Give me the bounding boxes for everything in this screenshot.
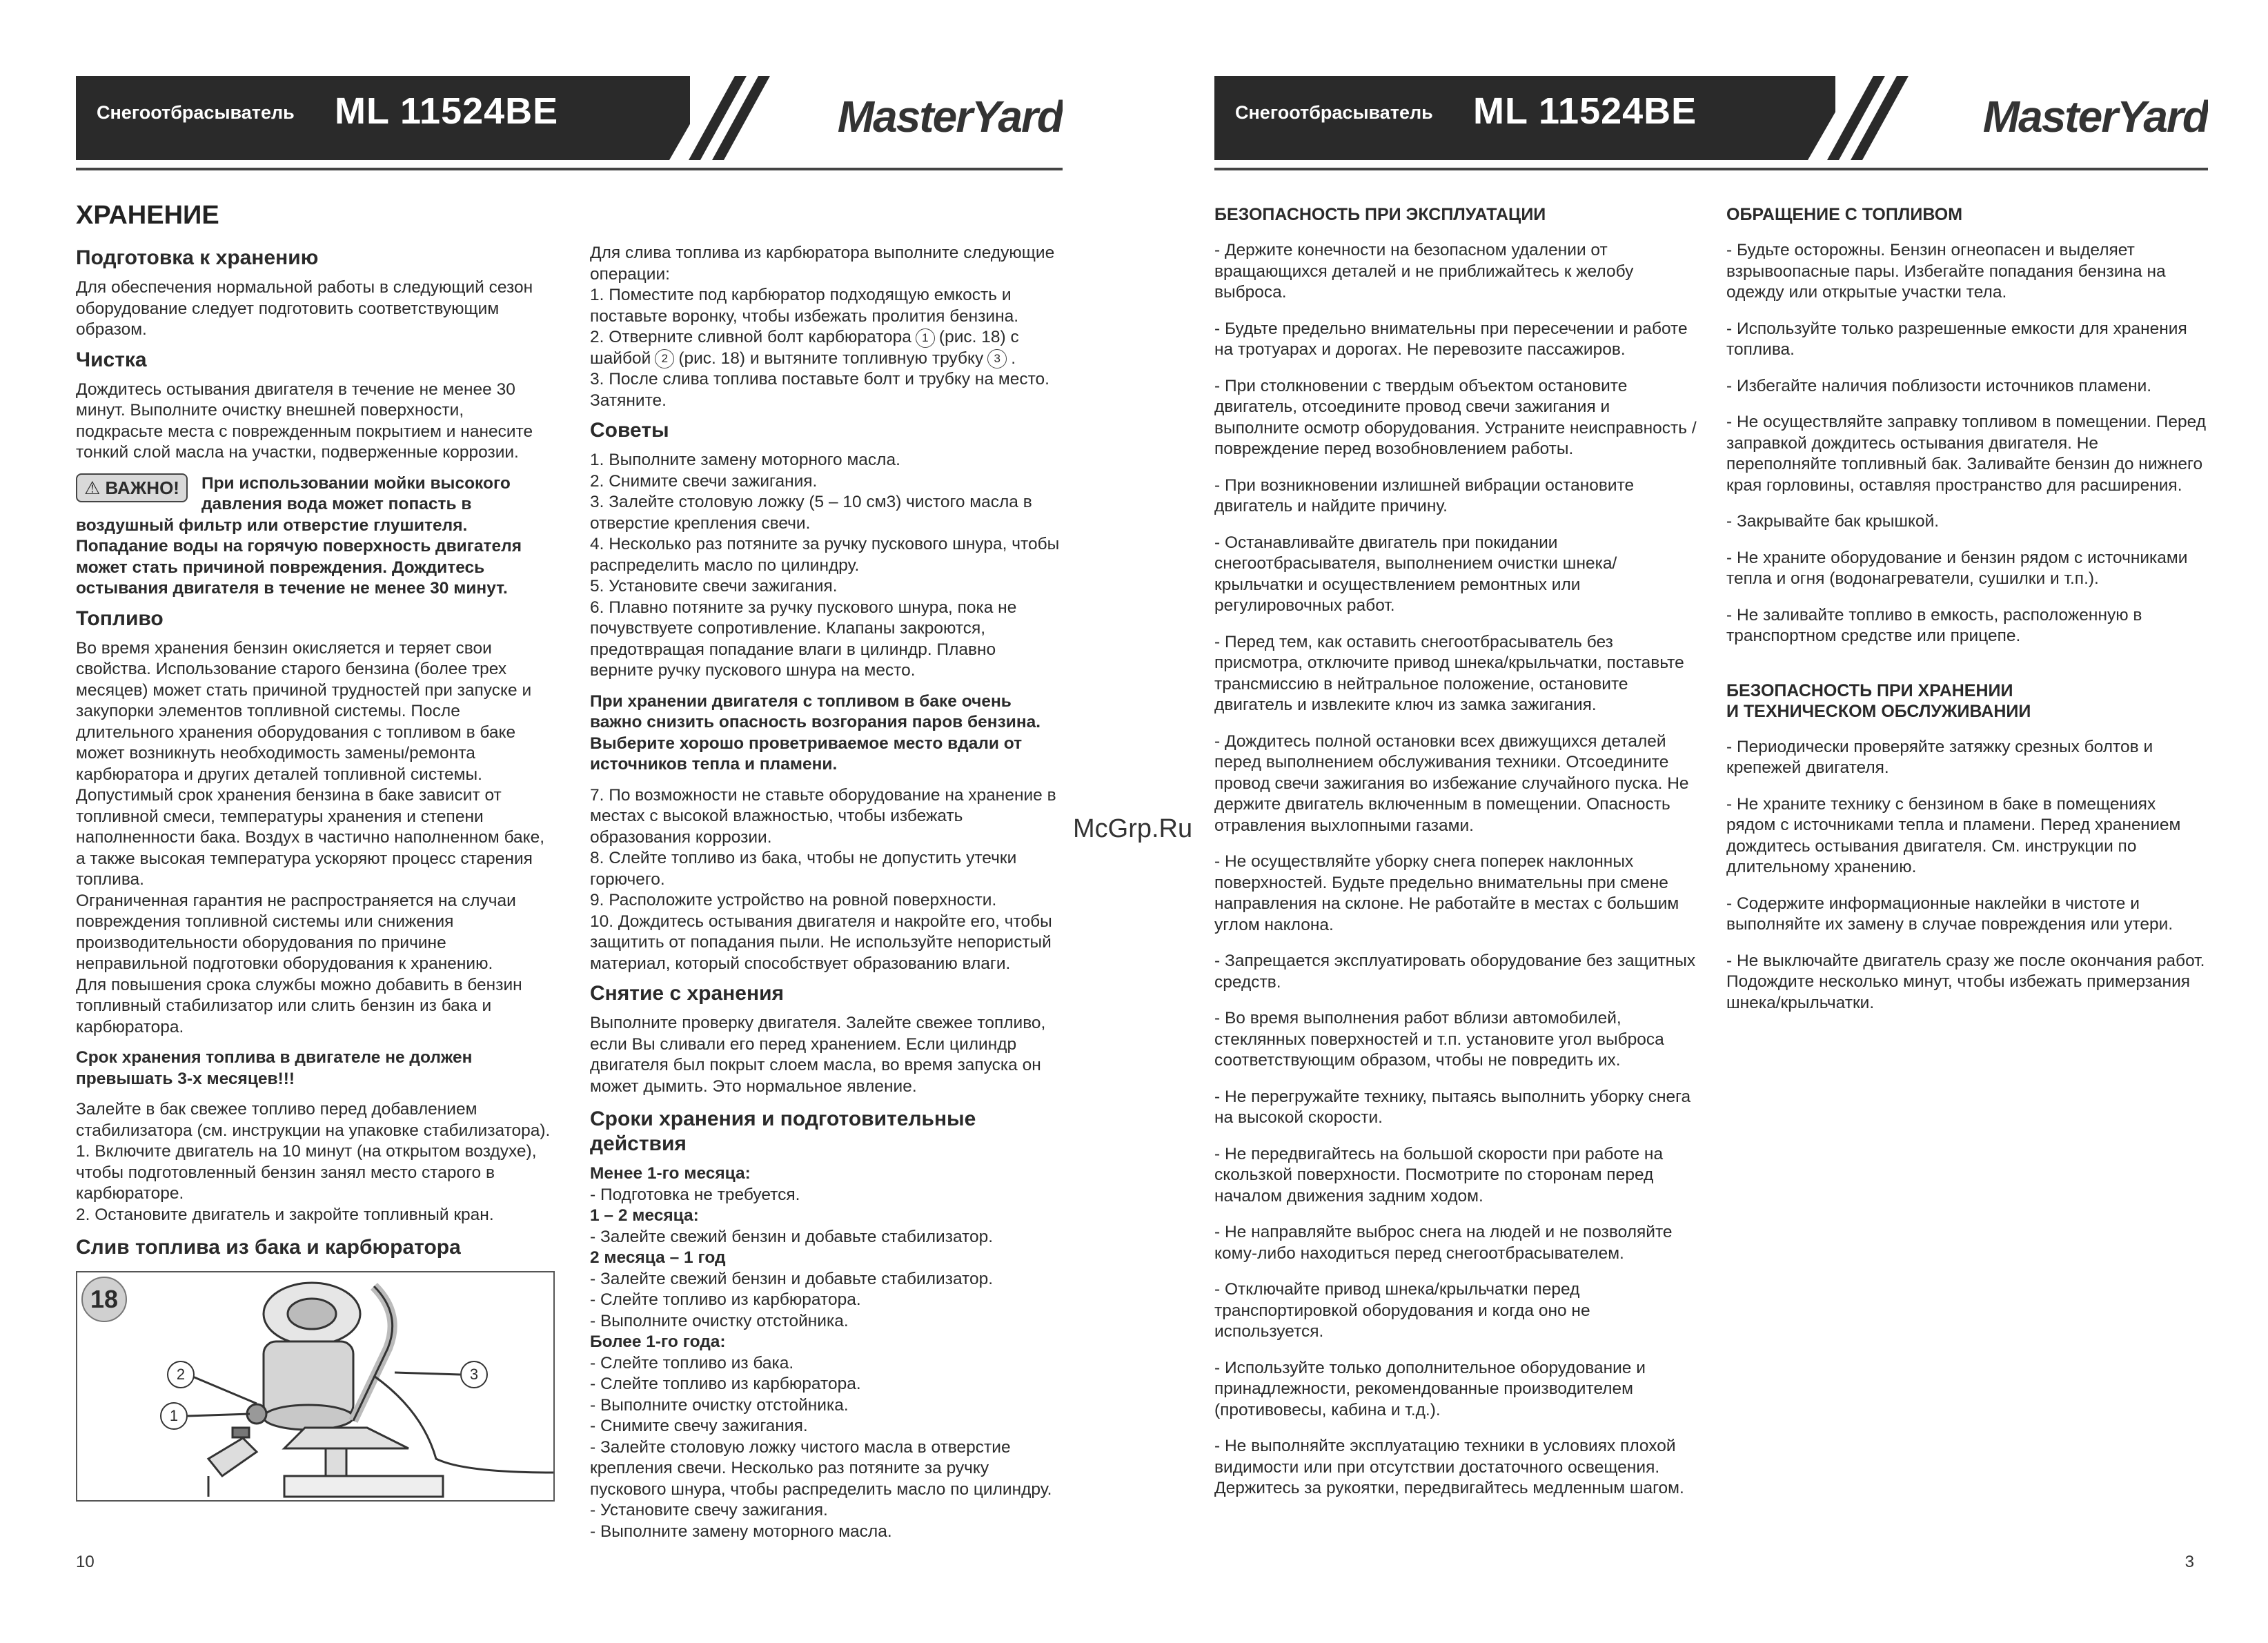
page-header	[76, 76, 1063, 160]
drain-step-2	[590, 327, 1063, 369]
drain-step-3: 3. После слива топлива поставьте болт и трубку на место. Затяните.	[590, 370, 1049, 410]
safety-item: - Дождитесь полной остановки всех движущихся деталей перед выполнением обслуживания техники. Отсоедините провод свечи зажигания во избежание случайного пуска. Не держите двигатель включенным в помещении. Опасность отравления выхлопными газами.	[1214, 731, 1689, 835]
tip-item: 2. Снимите свечи зажигания.	[590, 471, 818, 491]
tip-item: 10. Дождитесь остывания двигателя и накройте его, чтобы защитить от попадания пыли. Не используйте непористый материал, который способствует образованию влаги.	[590, 912, 1052, 973]
storage-safety-heading-line-2: И ТЕХНИЧЕСКОМ ОБСЛУЖИВАНИИ	[1726, 701, 2031, 721]
cleaning-text: Дождитесь остывания двигателя в течение не менее 30 минут. Выполните очистку внешней поверхности, подкрасьте места с поврежденным покрытием и нанесите тонкий слой масла на участки, подверженные коррозии.	[76, 380, 533, 462]
term-action: - Залейте свежий бензин и добавьте стабилизатор.	[590, 1227, 994, 1246]
storage-item: - Периодически проверяйте затяжку срезных болтов и крепежей двигателя.	[1726, 737, 2153, 777]
safety-item: - Не выполняйте эксплуатацию техники в условиях плохой видимости или при отсутствии достаточного освещения. Держитесь за рукоятки, передвигайтесь медленным шагом.	[1214, 1437, 1684, 1497]
fuel-item: - Не храните оборудование и бензин рядом с источниками тепла и огня (водонагреватели, сушилки и т.п.).	[1726, 548, 2188, 588]
prep-heading: Подготовка к хранению	[76, 246, 319, 269]
left-page	[76, 0, 1063, 1643]
term-action: - Выполните замену моторного масла.	[590, 1522, 892, 1541]
terms-heading: Сроки хранения и подготовительные действия	[590, 1108, 976, 1155]
header-stripes-graphic	[669, 76, 780, 160]
removal-heading: Снятие с хранения	[590, 982, 785, 1005]
figure-18	[76, 1271, 555, 1502]
tip-item: 5. Установите свечи зажигания.	[590, 577, 838, 596]
callout-3: 3	[460, 1361, 488, 1388]
term-period: Более 1-го года:	[590, 1332, 726, 1351]
term-period: 1 – 2 месяца:	[590, 1206, 699, 1225]
storage-item: - Не выключайте двигатель сразу же после окончания работ. Подождите несколько минут, чтобы избежать примерзания шнека/крыльчатки.	[1726, 951, 2205, 1012]
prep-text: Для обеспечения нормальной работы в следующий сезон оборудование следует подготовить соответствующим образом.	[76, 278, 533, 339]
page-number-right: 3	[2185, 1553, 2194, 1571]
important-badge	[76, 473, 188, 502]
fuel-step-2: 2. Остановите двигатель и закройте топливный кран.	[76, 1205, 494, 1224]
safety-item: - Держите конечности на безопасном удалении от вращающихся деталей и не приближайтесь к желобу выброса.	[1214, 241, 1634, 302]
fuel-warning: Срок хранения топлива в двигателе не должен превышать 3-х месяцев!!!	[76, 1048, 473, 1088]
fuel-item: - Закрывайте бак крышкой.	[1726, 512, 1940, 531]
term-action: - Залейте столовую ложку чистого масла в отверстие крепления свечи. Несколько раз потяните за ручку пускового шнура, чтобы распределить масло по цилиндру.	[590, 1437, 1052, 1499]
callout-ref-1: 1	[916, 328, 935, 348]
fuel-heading: Топливо	[76, 607, 164, 630]
fuel-paragraph-1: Во время хранения бензин окисляется и теряет свои свойства. Использование старого бензина (более трех месяцев) может стать причиной трудностей при запуске и закупорки элементов топливной системы. После длительного хранения оборудования с топливом в баке может возникнуть необходимость замены/ремонта карбюратора и других деталей топливной системы.	[76, 638, 532, 784]
fuel-item: - Используйте только разрешенные емкости для хранения топлива.	[1726, 319, 2187, 359]
fuel-item: - Не осуществляйте заправку топливом в помещении. Перед заправкой дождитесь остывания двигателя. Не переполняйте топливный бак. Заливайте бензин до нижнего края горловины, оставляя пространство для расширения.	[1726, 413, 2207, 495]
term-action: - Снимите свечу зажигания.	[590, 1417, 808, 1435]
term-period: 2 месяца – 1 год	[590, 1248, 726, 1267]
tip-item: 3. Залейте столовую ложку (5 – 10 см3) чистого масла в отверстие крепления свечи.	[590, 493, 1032, 533]
term-action: - Выполните очистку отстойника.	[590, 1311, 849, 1330]
safety-item: - Останавливайте двигатель при покидании снегоотбрасывателя, выполнением очистки шнека/крыльчатки и осуществлением ремонтных или регулировочных работ.	[1214, 533, 1617, 615]
safety-item: - Не перегружайте технику, пытаясь выполнить уборку снега на высокой скорости.	[1214, 1087, 1691, 1127]
safety-item: - Во время выполнения работ вблизи автомобилей, стеклянных поверхностей и т.п. установите угол выброса соответствующим образом, чтобы не повредить их.	[1214, 1009, 1664, 1070]
right-page	[1214, 0, 2208, 1643]
safety-item: - Перед тем, как оставить снегоотбрасыватель без присмотра, отключите привод шнека/крыльчатки, поставьте трансмиссию в нейтральное положение, остановите двигатель и извлеките ключ из замка зажигания.	[1214, 632, 1684, 714]
term-action: - Выполните очистку отстойника.	[590, 1395, 849, 1415]
term-action: - Слейте топливо из карбюратора.	[590, 1375, 861, 1393]
important-note	[76, 473, 552, 600]
term-period: Менее 1-го месяца:	[590, 1164, 751, 1183]
header-rule	[76, 168, 1063, 170]
tip-item: 6. Плавно потяните за ручку пускового шнура, пока не почувствуете сопротивление. Клапаны закроются, предотвращая попадание влаги в цилиндр. Плавно верните ручку пускового шнура на место.	[590, 598, 1017, 680]
fuel-paragraph-3: Ограниченная гарантия не распространяется на случаи повреждения топливной системы или снижения производительности оборудования по причине неправильной подготовки оборудования к хранению.	[76, 891, 516, 973]
important-badge-label: ВАЖНО!	[105, 477, 179, 498]
drain-step-2-part-d: .	[1011, 348, 1016, 368]
storage-item: - Содержите информационные наклейки в чистоте и выполняйте их замену в случае повреждения или утери.	[1726, 894, 2173, 934]
watermark: McGrp.Ru	[1073, 814, 1193, 843]
product-label: Снегоотбрасыватель	[97, 102, 295, 123]
callout-ref-3: 3	[987, 349, 1007, 368]
model-name: ML 11524BE	[1473, 90, 1697, 132]
fuel-item: - Будьте осторожны. Бензин огнеопасен и выделяет взрывоопасные пары. Избегайте попадания бензина на одежду или открытые участки тела.	[1726, 241, 2166, 302]
right-column-1	[1214, 204, 1697, 1499]
drain-step-2-part-c: (рис. 18) и вытяните топливную трубку	[678, 348, 984, 368]
safety-item: - Не направляйте выброс снега на людей и не позволяйте кому-либо находиться перед снегоотбрасывателем.	[1214, 1223, 1673, 1263]
carburetor-illustration	[77, 1272, 553, 1500]
fuel-item: - Избегайте наличия поблизости источников пламени.	[1726, 376, 2152, 395]
safety-item: - При столкновении с твердым объектом остановите двигатель, отсоедините провод свечи зажигания и выполните осмотр оборудования. Устраните неисправность / повреждение перед возобновлением работы.	[1214, 376, 1697, 458]
term-action: - Слейте топливо из бака.	[590, 1353, 794, 1373]
fuel-handling-heading: ОБРАЩЕНИЕ С ТОПЛИВОМ	[1726, 205, 1963, 224]
left-column-1	[76, 200, 552, 1502]
drain-heading: Слив топлива из бака и карбюратора	[76, 1236, 461, 1259]
storage-safety-heading-line-1: БЕЗОПАСНОСТЬ ПРИ ХРАНЕНИИ	[1726, 680, 2013, 700]
fuel-step-1: 1. Включите двигатель на 10 минут (на открытом воздухе), чтобы подготовленный бензин занял место старого в карбюраторе.	[76, 1142, 537, 1203]
tip-item: 8. Слейте топливо из бака, чтобы не допустить утечки горючего.	[590, 849, 1017, 889]
tip-item: 1. Выполните замену моторного масла.	[590, 451, 900, 469]
brand-logo: MasterYard	[837, 92, 1063, 141]
tip-item: 7. По возможности не ставьте оборудование на хранение в местах с высокой влажностью, чтобы избежать образования коррозии.	[590, 785, 1056, 847]
tip-item: 9. Расположите устройство на ровной поверхности.	[590, 891, 997, 909]
important-text: При использовании мойки высокого давления вода может попасть в воздушный фильтр или отверстие глушителя. Попадание воды на горячую поверхность двигателя может стать причиной повреждения. Дождитесь остывания двигателя в течение не менее 30 минут.	[76, 473, 522, 598]
safety-item: - Не передвигайтесь на большой скорости при работе на скользкой поверхности. Посмотрите по сторонам перед началом движения задним ходом.	[1214, 1144, 1664, 1206]
drain-step-1: 1. Поместите под карбюратор подходящую емкость и поставьте воронку, чтобы избежать пролития бензина.	[590, 286, 1019, 326]
fuel-paragraph-2: Допустимый срок хранения бензина в баке зависит от топливной смеси, температуры хранения и степени наполненности бака. Воздух в частично наполненном баке, а также высокая температура ускоряют процесс старения топлива.	[76, 786, 545, 889]
page-number-left: 10	[76, 1553, 95, 1571]
term-action: - Подготовка не требуется.	[590, 1185, 800, 1204]
callout-2: 2	[167, 1361, 195, 1388]
drain-step-2-part-a: 2. Отверните сливной болт карбюратора	[590, 328, 911, 346]
safety-item: - Будьте предельно внимательны при пересечении и работе на тротуарах и дорогах. Не перевозите пассажиров.	[1214, 319, 1688, 359]
left-column-2	[590, 243, 1063, 1542]
storage-item: - Не храните технику с бензином в баке в помещениях рядом с источниками тепла и пламени. Перед хранением дождитесь остывания двигателя. См. инструкции по длительному хранению.	[1726, 794, 2181, 876]
safety-item: - При возникновении излишней вибрации остановите двигатель и найдите причину.	[1214, 475, 1635, 515]
tips-warning: При хранении двигателя с топливом в баке очень важно снизить опасность возгорания паров бензина. Выберите хорошо проветриваемое место вдали от источников тепла и пламени.	[590, 691, 1041, 774]
fuel-item: - Не заливайте топливо в емкость, расположенную в транспортном средстве или прицепе.	[1726, 605, 2142, 645]
drain-step-2-part-b: (рис. 18) с шайбой	[590, 328, 1019, 368]
callout-ref-2: 2	[655, 349, 674, 368]
safety-item: - Используйте только дополнительное оборудование и принадлежности, рекомендованные производителем (противовесы, кабина и т.д.).	[1214, 1358, 1646, 1419]
term-action: - Слейте топливо из карбюратора.	[590, 1290, 861, 1309]
section-title: ХРАНЕНИЕ	[76, 201, 219, 230]
fuel-paragraph-5: Залейте в бак свежее топливо перед добавлением стабилизатора (см. инструкции на упаковке стабилизатора).	[76, 1100, 551, 1140]
tips-heading: Советы	[590, 419, 669, 442]
removal-text: Выполните проверку двигателя. Залейте свежее топливо, если Вы сливали его перед хранением. Если цилиндр двигателя был покрыт слоем масла, во время запуска он может дымить. Это нормальное явление.	[590, 1014, 1046, 1096]
brand-logo: MasterYard	[1982, 92, 2208, 141]
header-stripes-graphic	[1808, 76, 1918, 160]
safety-item: - Запрещается эксплуатировать оборудование без защитных средств.	[1214, 952, 1696, 992]
header-rule	[1214, 168, 2208, 170]
figure-number: 18	[81, 1277, 127, 1322]
model-name: ML 11524BE	[335, 90, 559, 132]
tip-item: 4. Несколько раз потяните за ручку пускового шнура, чтобы распределить масло по цилиндру.	[590, 535, 1060, 575]
callout-1: 1	[160, 1402, 188, 1430]
product-label: Снегоотбрасыватель	[1235, 102, 1433, 123]
operation-safety-heading: БЕЗОПАСНОСТЬ ПРИ ЭКСПЛУАТАЦИИ	[1214, 205, 1546, 224]
safety-item: - Не осуществляйте уборку снега поперек наклонных поверхностей. Будьте предельно внимательны при смене направления на склоне. Не работайте в местах с большим углом наклона.	[1214, 852, 1679, 934]
right-column-2	[1726, 204, 2208, 1014]
cleaning-heading: Чистка	[76, 348, 147, 371]
warning-triangle-icon: ⚠	[84, 477, 101, 498]
page-header	[1214, 76, 2208, 160]
term-action: - Залейте свежий бензин и добавьте стабилизатор.	[590, 1269, 994, 1288]
term-action: - Установите свечу зажигания.	[590, 1501, 828, 1519]
safety-item: - Отключайте привод шнека/крыльчатки перед транспортировкой оборудования и когда оно не используется.	[1214, 1280, 1590, 1341]
drain-intro: Для слива топлива из карбюратора выполните следующие операции:	[590, 244, 1055, 284]
fuel-paragraph-4: Для повышения срока службы можно добавить в бензин топливный стабилизатор или слить бензин из бака и карбюратора.	[76, 975, 522, 1036]
